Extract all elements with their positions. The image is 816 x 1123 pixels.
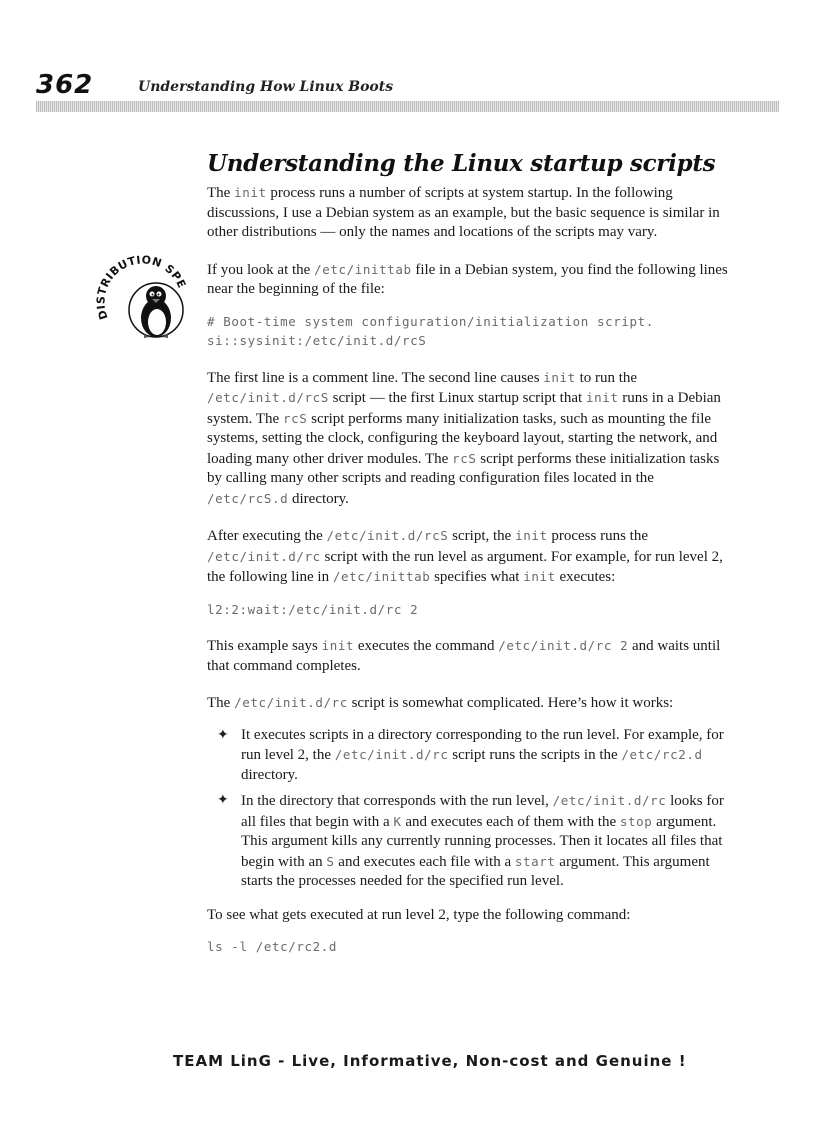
inline-code: init bbox=[234, 185, 267, 200]
inline-code: stop bbox=[619, 813, 653, 829]
paragraph-rcs-explanation bbox=[207, 368, 737, 510]
text: script, the bbox=[448, 528, 516, 544]
inline-code: /etc/init.d/rc 2 bbox=[498, 638, 629, 653]
inline-code: /etc/inittab bbox=[332, 569, 431, 584]
text: After executing the bbox=[207, 528, 327, 544]
text: This example says bbox=[207, 638, 322, 654]
text: and executes each of them with the bbox=[401, 813, 620, 830]
text: and executes each file with a bbox=[334, 853, 515, 870]
text: script with the run level as argument. For example, for run level 2, the following line in bbox=[207, 548, 723, 585]
text: It executes scripts in a directory corresponding to the run level. For example, for run level 2, the bbox=[241, 726, 724, 763]
bullet-icon: ✦ bbox=[217, 793, 229, 808]
paragraph-example bbox=[207, 636, 737, 676]
text: The first line is a comment line. The second line causes bbox=[207, 369, 544, 386]
text: runs in a Debian system. The bbox=[207, 390, 721, 427]
text: The bbox=[207, 695, 235, 711]
inline-code: /etc/init.d/rc bbox=[234, 695, 348, 710]
paragraph-run-level-2 bbox=[207, 906, 737, 926]
text: To see what gets executed at run level 2, type the following command: bbox=[207, 906, 631, 923]
text: directory. bbox=[288, 490, 349, 507]
inline-code: /etc/init.d/rcS bbox=[207, 390, 329, 405]
inline-code: init bbox=[585, 390, 619, 405]
text: process runs a number of scripts at system startup. In the following discussions, I use a Debian system as an example, but the basic sequence is similar in other distributions — only the names and locations of the scripts may vary. bbox=[207, 185, 720, 240]
text: file in a Debian system, you find the following lines near the beginning of the file: bbox=[207, 261, 728, 297]
inline-code: /etc/init.d/rcS bbox=[326, 528, 449, 543]
distribution-specific-icon bbox=[86, 248, 200, 354]
text: looks for all files that begin with a bbox=[241, 793, 724, 830]
paragraph-how-it-works bbox=[207, 693, 737, 714]
inline-code: init bbox=[523, 569, 556, 584]
code-line: ls -l /etc/rc2.d bbox=[207, 939, 338, 954]
paragraph-rc-script bbox=[207, 526, 737, 588]
text: argument. This argument kills any currently running processes. Then it locates all files that begin with an bbox=[241, 813, 723, 870]
icon-label: DISTRIBUTION SPE bbox=[94, 253, 189, 322]
text: script performs these initialization tasks by calling many other scripts and reading configuration files located in the bbox=[207, 450, 720, 486]
running-title: Understanding How Linux Boots bbox=[138, 79, 394, 95]
text: process runs the bbox=[547, 528, 648, 544]
page-number: 362 bbox=[36, 70, 94, 100]
section-title: Understanding the Linux startup scripts bbox=[207, 150, 716, 177]
inline-code: /etc/init.d/rc bbox=[207, 548, 321, 564]
inline-code: /etc/rcS.d bbox=[207, 490, 289, 506]
code-line: si::sysinit:/etc/init.d/rcS bbox=[207, 333, 427, 348]
text: to run the bbox=[575, 369, 638, 386]
text: directory. bbox=[241, 766, 298, 783]
text: and waits until that command completes. bbox=[207, 638, 721, 674]
paragraph-intro bbox=[207, 183, 737, 243]
inline-code: /etc/init.d/rc bbox=[334, 747, 449, 762]
inline-code: /etc/init.d/rc bbox=[552, 793, 667, 808]
list-item bbox=[217, 726, 737, 786]
paragraph-inittab bbox=[207, 260, 737, 300]
inline-code: rcS bbox=[282, 410, 308, 426]
inline-code: start bbox=[514, 853, 556, 869]
inline-code: rcS bbox=[452, 450, 477, 466]
text: script performs many initialization tasks, such as mounting the file systems, setting the clock, configuring the keyboard layout, starting the network, and loading many other driver modules. The bbox=[207, 410, 718, 467]
text: argument. This argument starts the processes needed for the specified run level. bbox=[241, 853, 710, 889]
text: specifies what bbox=[430, 569, 524, 585]
inline-code: init bbox=[321, 638, 355, 653]
code-block-ls bbox=[207, 937, 737, 957]
text: If you look at the bbox=[207, 261, 315, 278]
header-rule bbox=[36, 101, 779, 112]
bullet-icon: ✦ bbox=[217, 727, 229, 743]
inline-code: /etc/rc2.d bbox=[621, 747, 703, 762]
text: script runs the scripts in the bbox=[448, 747, 622, 763]
text: script — the first Linux startup script that bbox=[328, 390, 586, 406]
text: In the directory that corresponds with the run level, bbox=[241, 793, 553, 809]
inline-code: S bbox=[326, 853, 335, 869]
inline-code: init bbox=[515, 528, 548, 543]
main-content bbox=[207, 150, 737, 974]
bullet-list bbox=[207, 726, 737, 892]
code-block-runlevel bbox=[207, 600, 737, 620]
text: executes: bbox=[555, 569, 616, 585]
list-item bbox=[217, 791, 737, 892]
code-line: l2:2:wait:/etc/init.d/rc 2 bbox=[207, 601, 419, 617]
code-line: # Boot-time system configuration/initialization script. bbox=[207, 313, 654, 329]
text: executes the command bbox=[354, 638, 499, 654]
code-block-inittab bbox=[207, 312, 737, 351]
footer-watermark: TEAM LinG - Live, Informative, Non-cost and Genuine ! bbox=[173, 1052, 687, 1070]
text: script is somewhat complicated. Here’s how it works: bbox=[347, 695, 674, 711]
inline-code: init bbox=[543, 369, 576, 385]
inline-code: /etc/inittab bbox=[314, 261, 412, 277]
inline-code: K bbox=[393, 813, 402, 829]
text: The bbox=[207, 185, 235, 201]
